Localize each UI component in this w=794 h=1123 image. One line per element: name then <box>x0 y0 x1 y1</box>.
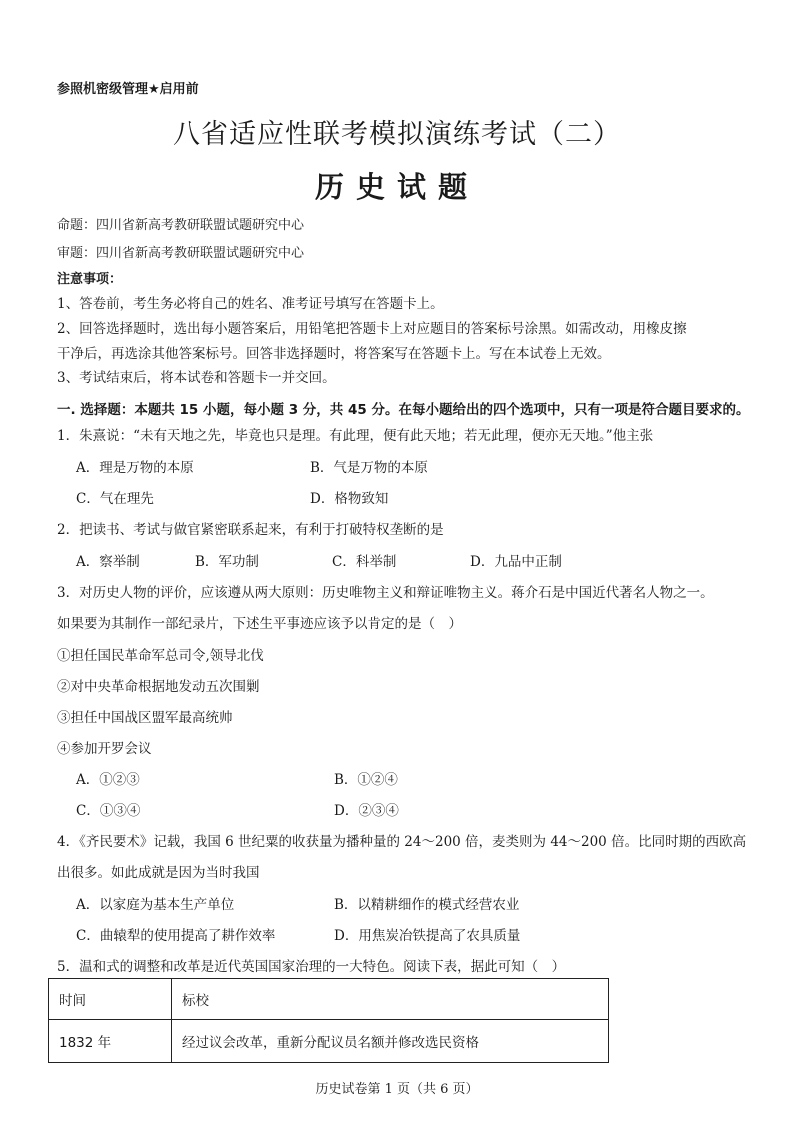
q5-table <box>48 978 609 1063</box>
q3-option-c: C．①③④ <box>76 803 141 819</box>
question-3-stem: 3．对历史人物的评价，应该遵从两大原则：历史唯物主义和辩证唯物主义。蒋介石是中国近代著名人物之一。 <box>57 585 714 601</box>
question-1-stem: 1．朱熹说：“未有天地之先，毕竟也只是理。有此理，便有此天地；若无此理，便亦无天地。”他主张 <box>57 428 654 444</box>
q1-option-d: D．格物致知 <box>310 491 389 507</box>
notice-item: 1、答卷前，考生务必将自己的姓名、准考证号填写在答题卡上。 <box>57 296 444 312</box>
q3-statement: ④参加开罗会议 <box>57 741 152 757</box>
q1-option-a: A．理是万物的本原 <box>76 460 194 476</box>
confidential-note: 参照机密级管理★启用前 <box>57 82 199 97</box>
question-3-stem-cont: 如果要为其制作一部纪录片，下述生平事迹应该予以肯定的是（ ） <box>57 616 462 632</box>
q2-option-d: D．九品中正制 <box>470 554 562 570</box>
notice-item: 干净后，再选涂其他答案标号。回答非选择题时，将答案写在答题卡上。写在本试卷上无效。 <box>57 346 611 362</box>
question-2-stem: 2．把读书、考试与做官紧密联系起来，有利于打破特权垄断的是 <box>57 522 444 538</box>
subject-title: 历史试题 <box>314 170 479 204</box>
q3-statement: ②对中央革命根据地发动五次围剿 <box>57 679 260 695</box>
notice-item: 2、回答选择题时，选出每小题答案后，用铅笔把答题卡上对应题目的答案标号涂黑。如需改动，用橡皮擦 <box>57 321 687 337</box>
notice-heading: 注意事项： <box>57 272 123 287</box>
section-heading: 一. 选择题：本题共 15 小题，每小题 3 分，共 45 分。在每小题给出的四个选项中，只有一项是符合题目要求的。 <box>57 402 750 418</box>
q1-option-b: B．气是万物的本原 <box>310 460 428 476</box>
reviewer-line: 审题：四川省新高考教研联盟试题研究中心 <box>57 246 305 261</box>
q3-option-a: A．①②③ <box>76 772 140 788</box>
notice-item: 3、考试结束后，将本试卷和答题卡一并交回。 <box>57 370 336 386</box>
q3-option-d: D．②③④ <box>334 803 399 819</box>
q3-statement: ①担任国民革命军总司令,领导北伐 <box>57 648 264 664</box>
table-header-time: 时间 <box>49 979 172 1020</box>
table-cell-time: 1832 年 <box>49 1020 172 1063</box>
table-cell-content: 经过议会改革，重新分配议员名额并修改选民资格 <box>172 1020 609 1063</box>
exam-title: 八省适应性联考模拟演练考试（二） <box>173 119 621 150</box>
table-row <box>49 1020 609 1063</box>
setter-line: 命题：四川省新高考教研联盟试题研究中心 <box>57 218 305 233</box>
question-4-stem-cont: 出很多。如此成就是因为当时我国 <box>57 865 260 881</box>
q2-option-a: A．察举制 <box>76 554 140 570</box>
q2-option-c: C．科举制 <box>332 554 397 570</box>
q3-statement: ③担任中国战区盟军最高统帅 <box>57 710 233 726</box>
q4-option-c: C．曲辕犁的使用提高了耕作效率 <box>76 928 276 944</box>
q4-option-b: B．以精耕细作的模式经营农业 <box>334 897 520 913</box>
question-5-stem: 5．温和式的调整和改革是近代英国国家治理的一大特色。阅读下表，据此可知（ ） <box>57 959 566 975</box>
table-header-content: 标校 <box>172 979 609 1020</box>
q3-option-b: B．①②④ <box>334 772 398 788</box>
q2-option-b: B．军功制 <box>195 554 259 570</box>
question-4-stem: 4．《齐民要术》记载，我国 6 世纪粟的收获量为播种量的 24～200 倍，麦类则为 44～200 倍。比同时期的西欧高 <box>57 834 747 850</box>
q1-option-c: C．气在理先 <box>76 491 154 507</box>
table-header-row <box>49 979 609 1020</box>
page-footer: 历史试卷第 1 页（共 6 页） <box>315 1082 479 1097</box>
q4-option-a: A．以家庭为基本生产单位 <box>76 897 235 913</box>
q4-option-d: D．用焦炭冶铁提高了农具质量 <box>334 928 521 944</box>
